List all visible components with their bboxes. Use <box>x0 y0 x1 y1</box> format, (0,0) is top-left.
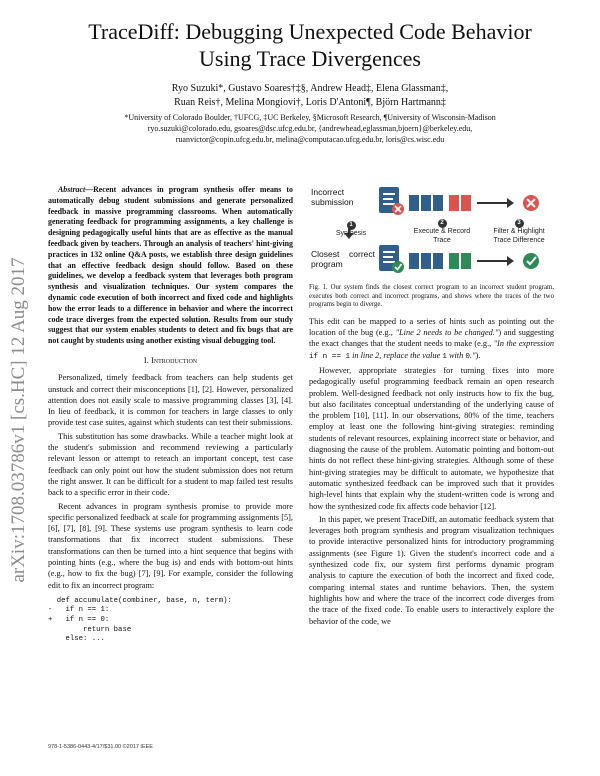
code-listing <box>48 597 293 645</box>
inline-code: 1 <box>442 352 447 361</box>
abstract-paragraph <box>48 185 293 347</box>
abstract-lead: Abstract <box>58 185 86 194</box>
arxiv-stamp-text: arXiv:1708.03786v1 [cs.HC] 12 Aug 2017 <box>8 257 29 583</box>
text-run-italic: with <box>446 350 466 360</box>
inline-code: 0 <box>465 352 470 361</box>
intro-paragraph-3: Recent advances in program synthesis promise to provide more specific personalized feedback at scale for programming assignments [5], [6], [7], [8], [9]. These systems use program synthesis to learn code transformations that fix incorrect student submissions. These transformations can then be turned into a hint sequence that begins with pointing hints (e.g., where the bug is) and ends with bottom-out hints (e.g., how to fix the bug) [7], [9]. For example, consider the following edit to fix an incorrect program: <box>48 501 293 590</box>
step-2-number: 2 <box>438 219 447 228</box>
figure-step-2 <box>409 219 475 245</box>
authors-line-2: Ruan Reis†, Melina Mongiovi†, Loris D'Antoni¶, Björn Hartmann‡ <box>174 97 446 108</box>
correct-document-icon <box>379 245 404 273</box>
text-run: This edit can be mapped to a series of hints such as pointing out the location of the bug (e.g., <box>309 316 554 338</box>
affiliation-line-3: ruanvictor@copin.ufcg.edu.br, melina@computacao.ufcg.edu.br, loris@cs.wisc.edu <box>175 135 445 144</box>
text-run-italic: "In the expression <box>493 339 554 349</box>
right-column <box>309 185 554 629</box>
trace-incorrect-bars <box>409 195 471 211</box>
code-line: return base <box>48 625 132 634</box>
code-line: else: ... <box>48 635 105 644</box>
abstract-body: —Recent advances in program synthesis offer means to automatically debug student submissions and generate personalized feedback in massive programming classrooms. When automatically generating feedback for programming assignments, a key challenge is designing pedagogically useful hints that are as effective as the manual feedback given by teachers. Through an analysis of teachers' hint-giving practices in 132 online Q&A posts, we establish three design guidelines that an effective feedback design should follow. Based on these guidelines, we develop a feedback system that leverages both program synthesis and visualization techniques. Our system compares the dynamic code execution of both incorrect and fixed code and highlights how the error leads to a difference in behavior and where the incorrect code trace diverges from the expected solution. Results from our study suggest that our system enables students to detect and fix bugs that are not caught by students using another existing visual debugging tool. <box>48 185 293 346</box>
figure-step-1 <box>329 221 373 239</box>
trace-correct-bars <box>409 253 471 269</box>
step-1-number: 1 <box>347 221 356 230</box>
right-paragraph-2: However, appropriate strategies for turning fixes into more pedagogically useful programming feedback remain an open research problem. Well-designed feedback not only instructs how to fix the bug, but also facilitates conceptual understanding of the underlying cause of the problem [10], [11]. In our observations, 80% of the time, teachers employ at least one the following hint-giving strategies: reminding students of relevant resources, explaining incorrect state or behavior, and diagnosing the cause of the problem. Automatic pointing and bottom-out hints do not reflect these hint-giving strategies. Although some of these hint-giving strategies may be difficult to automate, we hypothesize that automatic synthesized feedback can be improved such that it provides high-level hints that explain why the student-written code is wrong and how the synthesized code fix affects code behavior [12]. <box>309 365 554 511</box>
step-3-number: 3 <box>515 219 524 228</box>
inline-code: if n == 1 <box>309 352 351 361</box>
figure-step-3 <box>485 219 553 245</box>
affiliation-line-1: *University of Colorado Boulder, †UFCG, ‡UC Berkeley, §Microsoft Research, ¶University of Wisconsin-Madison <box>124 113 496 122</box>
section-heading-introduction: I. Introduction <box>143 354 198 365</box>
figure-incorrect-label: Incorrect submission <box>311 187 354 207</box>
text-run: ). <box>475 350 481 360</box>
intro-paragraph-2: This substitution has some drawbacks. While a teacher might look at the student's submission and recommend reviewing a particularly relevant lesson or attempt to reteach an important concept, test case feedback can only point out how the student submission does not return the right answer. It can be difficult for a student to map failed test results back to a specific error in their code. <box>48 431 293 498</box>
abstract <box>48 185 293 347</box>
right-paragraph-1 <box>309 316 554 363</box>
affiliation-line-2: ryo.suzuki@colorado.edu, gsoares@dsc.ufcg.edu.br, {andrewhead,eglassman,bjoern}@berkeley.edu, <box>147 124 473 133</box>
figure-1-caption: Fig. 1. Our system finds the closest correct program to an incorrect student program, executes both correct and incorrect programs, and shows where the traces of the two programs begin to diverge. <box>309 284 554 309</box>
paper-title: TraceDiff: Debugging Unexpected Code Behavior Using Trace Divergences <box>88 19 532 71</box>
text-run-italic: "Line 2 needs to be changed." <box>395 328 499 338</box>
incorrect-document-icon <box>379 187 404 215</box>
text-run-italic: ." <box>469 350 476 360</box>
arxiv-stamp <box>2 210 36 630</box>
authors-line-1: Ryo Suzuki*, Gustavo Soares†‡§, Andrew Head‡, Elena Glassman‡, <box>171 83 449 94</box>
code-line: - if n == 1: <box>48 606 110 615</box>
code-line: + if n == 0: <box>48 616 110 625</box>
intro-paragraph-1: Personalized, timely feedback from teachers can help students get unstuck and correct their misconceptions [1], [2]. However, personalized attention does not easily scale to massive programming classes [3], [4]. In lieu of feedback, it is common for teachers in large classes to only provide test case suites, against which students can test their submissions. <box>48 373 293 428</box>
step-3-label: Filter & Highlight Trace Difference <box>493 228 545 244</box>
step-2-label: Execute & Record Trace <box>413 228 471 244</box>
authors <box>80 82 540 110</box>
code-line: def accumulate(combiner, base, n, term): <box>48 596 232 605</box>
figure-1 <box>309 185 554 280</box>
copyright-footer: 978-1-5386-0443-4/17/$31.00 ©2017 IEEE <box>48 744 153 750</box>
left-column <box>48 185 293 645</box>
figure-correct-label: Closest correct program <box>311 249 375 269</box>
highlight-cross-icon <box>523 195 539 211</box>
text-run: ) and suggesting the exact changes that the student needs to make (e.g., <box>309 328 554 349</box>
text-run-italic: in line 2, replace the value <box>350 350 443 360</box>
highlight-check-icon <box>523 253 539 269</box>
affiliations <box>70 112 550 145</box>
step-1-label: Synthesis <box>335 230 367 237</box>
right-paragraph-3: In this paper, we present TraceDiff, an automatic feedback system that leverages both program synthesis and program visualization techniques to provide interactive personalized hints for introductory programming assignments (see Figure 1). Given the student's incorrect code and a synthesized code fix, our system first performs dynamic program analysis to capture the execution of both the incorrect and fixed code, comparing internal states and runtime behaviors. Then, the system highlights how and where the trace of the incorrect code diverges from the trace of the fixed code. To enable users to interactively explore the behavior of the code, we <box>309 514 554 626</box>
